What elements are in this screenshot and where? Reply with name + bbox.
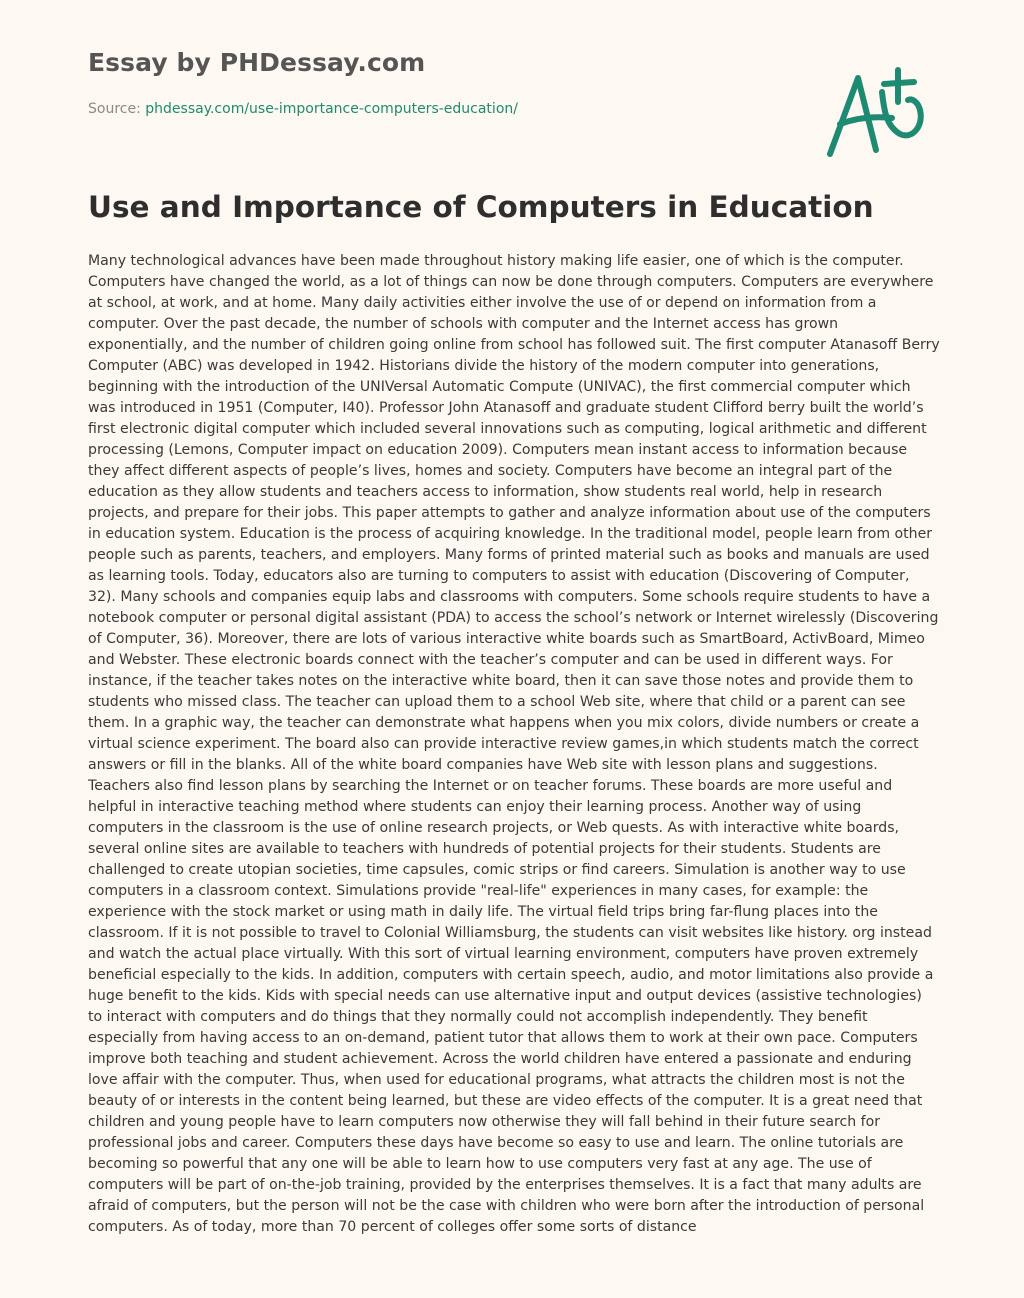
a-plus-logo-icon bbox=[818, 62, 930, 162]
source-label: Source: bbox=[88, 101, 146, 117]
source-link[interactable]: phdessay.com/use-importance-computers-education/ bbox=[145, 101, 518, 117]
source-line bbox=[88, 101, 518, 117]
article-title: Use and Importance of Computers in Education bbox=[88, 190, 874, 224]
site-brand: Essay by PHDessay.com bbox=[88, 48, 426, 77]
article-body-container bbox=[88, 251, 940, 1251]
article-body: Many technological advances have been made throughout history making life easier, one of which is the computer. Computers have changed the world, as a lot of things can now be done through computers. Computers are everywhere at school, at work, and at home. Many daily activities either involve the use of or depend on information from a computer. Over the past decade, the number of schools with computer and the Internet access has grown exponentially, and the number of children going online from school has followed suit. The first computer Atanasoff Berry Computer (ABC) was developed in 1942. Historians divide the history of the modern computer into generations, beginning with the introduction of the UNIVersal Automatic Compute (UNIVAC), the first commercial computer which was introduced in 1951 (Computer, I40). Professor John Atanasoff and graduate student Clifford berry built the world’s first electronic digital computer which included several innovations such as computing, logical arithmetic and different processing (Lemons, Computer impact on education 2009). Computers mean instant access to information because they affect different aspects of people’s lives, homes and society. Computers have become an integral part of the education as they allow students and teachers access to information, show students real world, help in research projects, and prepare for their jobs. This paper attempts to gather and analyze information about use of the computers in education system. Education is the process of acquiring knowledge. In the traditional model, people learn from other people such as parents, teachers, and employers. Many forms of printed material such as books and manuals are used as learning tools. Today, educators also are turning to computers to assist with education (Discovering of Computer, 32). Many schools and companies equip labs and classrooms with computers. Some schools require students to have a notebook computer or personal digital assistant (PDA) to access the school’s network or Internet wirelessly (Discovering of Computer, 36). Moreover, there are lots of various interactive white boards such as SmartBoard, ActivBoard, Mimeo and Webster. These electronic boards connect with the teacher’s computer and can be used in different ways. For instance, if the teacher takes notes on the interactive white board, then it can save those notes and provide them to students who missed class. The teacher can upload them to a school Web site, where that child or a parent can see them. In a graphic way, the teacher can demonstrate what happens when you mix colors, divide numbers or create a virtual science experiment. The board also can provide interactive review games,in which students match the correct answers or fill in the blanks. All of the white board companies have Web site with lesson plans and suggestions. Teachers also find lesson plans by searching the Internet or on teacher forums. These boards are more useful and helpful in interactive teaching method where students can enjoy their learning process. Another way of using computers in the classroom is the use of online research projects, or Web quests. As with interactive white boards, several online sites are available to teachers with hundreds of potential projects for their students. Students are challenged to create utopian societies, time capsules, comic strips or find careers. Simulation is another way to use computers in a classroom context. Simulations provide "real-life" experiences in many cases, for example: the experience with the stock market or using math in daily life. The virtual field trips bring far-flung places into the classroom. If it is not possible to travel to Colonial Williamsburg, the students can visit websites like history. org instead and watch the actual place virtually. With this sort of virtual learning environment, computers have proven extremely beneficial especially to the kids. In addition, computers with certain speech, audio, and motor limitations also provide a huge benefit to the kids. Kids with special needs can use alternative input and output devices (assistive technologies) to interact with computers and do things that they normally could not accomplish independently. They benefit especially from having access to an on-demand, patient tutor that allows them to work at their own pace. Computers improve both teaching and student achievement. Across the world children have entered a passionate and enduring love affair with the computer. Thus, when used for educational programs, what attracts the children most is not the beauty of or interests in the content being learned, but these are video effects of the computer. It is a great need that children and young people have to learn computers now otherwise they will fall behind in their future search for professional jobs and career. Computers these days have become so easy to use and learn. The online tutorials are becoming so powerful that any one will be able to learn how to use computers very fast at any age. The use of computers will be part of on-the-job training, provided by the enterprises themselves. It is a fact that many adults are afraid of computers, but the person will not be the case with children who were born after the introduction of personal computers. As of today, more than 70 percent of colleges offer some sorts of distance bbox=[88, 253, 940, 1235]
